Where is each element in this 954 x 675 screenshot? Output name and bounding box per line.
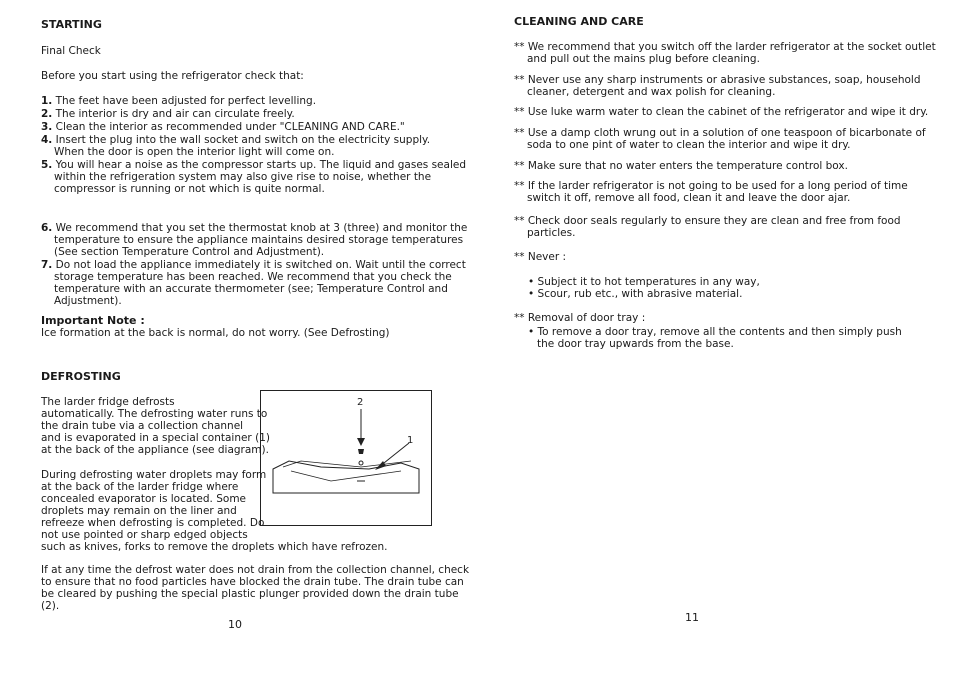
item-text: We recommend that you set the thermostat knob at 3 (three) and monitor the xyxy=(55,222,468,234)
care-item-6 xyxy=(514,180,908,204)
item-number: 5. xyxy=(41,159,53,171)
item-text-cont: temperature with an accurate thermometer (see; Temperature Control and xyxy=(54,283,448,295)
paragraph-line: the drain tube via a collection channel xyxy=(41,420,244,432)
paragraph-line: If at any time the defrost water does not drain from the collection channel, check xyxy=(41,564,470,576)
care-text-cont: and pull out the mains plug before cleaning. xyxy=(527,53,760,65)
defrost-paragraph-3 xyxy=(41,564,469,612)
item-text-cont: When the door is open the interior light will come on. xyxy=(54,146,335,158)
paragraph-line: to ensure that no food particles have blocked the drain tube. The drain tube can xyxy=(41,576,464,588)
never-bullet: • Subject it to hot temperatures in any way, xyxy=(528,276,760,288)
paragraph-line: such as knives, forks to remove the droplets which have refrozen. xyxy=(41,541,388,553)
never-bullet: • Scour, rub etc., with abrasive material. xyxy=(528,288,743,300)
care-item-2 xyxy=(514,74,921,98)
care-text: ** Make sure that no water enters the temperature control box. xyxy=(514,160,848,172)
paragraph-line: be cleared by pushing the special plastic plunger provided down the drain tube xyxy=(41,588,459,600)
page-number: 10 xyxy=(228,618,242,631)
care-item-1 xyxy=(514,41,936,65)
care-item-4 xyxy=(514,127,926,151)
paragraph-line: refreeze when defrosting is completed. Do xyxy=(41,517,265,529)
item-text-cont: within the refrigeration system may also give rise to noise, whether the xyxy=(54,171,432,183)
care-text: ** Use a damp cloth wrung out in a solution of one teaspoon of bicarbonate of xyxy=(514,127,926,139)
starting-heading: STARTING xyxy=(41,18,102,31)
defrosting-heading: DEFROSTING xyxy=(41,370,121,383)
important-note-text: Ice formation at the back is normal, do not worry. (See Defrosting) xyxy=(41,327,390,339)
item-number: 4. xyxy=(41,134,53,146)
paragraph-line: at the back of the appliance (see diagram). xyxy=(41,444,269,456)
important-note-heading: Important Note : xyxy=(41,314,145,327)
item-text: The feet have been adjusted for perfect levelling. xyxy=(55,95,317,107)
item-text-cont: (See section Temperature Control and Adjustment). xyxy=(54,246,325,258)
paragraph-line: During defrosting water droplets may form xyxy=(41,469,267,481)
item-text: Clean the interior as recommended under "CLEANING AND CARE." xyxy=(55,121,405,133)
drain-tube-diagram xyxy=(261,391,431,525)
final-check-label: Final Check xyxy=(41,45,101,57)
item-number: 6. xyxy=(41,222,53,234)
paragraph-line: at the back of the larder fridge where xyxy=(41,481,239,493)
care-text-cont: particles. xyxy=(527,227,576,239)
check-item-7 xyxy=(41,259,466,307)
paragraph-line: concealed evaporator is located. Some xyxy=(41,493,247,505)
check-item-6 xyxy=(41,222,467,258)
item-text-cont: temperature to ensure the appliance maintains desired storage temperatures xyxy=(54,234,464,246)
check-item-1 xyxy=(41,95,316,107)
item-number: 2. xyxy=(41,108,53,120)
care-text-cont: cleaner, detergent and wax polish for cleaning. xyxy=(527,86,776,98)
care-item-5 xyxy=(514,160,848,172)
check-item-5 xyxy=(41,159,466,195)
item-number: 3. xyxy=(41,121,53,133)
item-text: Insert the plug into the wall socket and switch on the electricity supply. xyxy=(55,134,431,146)
item-number: 7. xyxy=(41,259,53,271)
item-text: You will hear a noise as the compressor starts up. The liquid and gases sealed xyxy=(55,159,466,171)
paragraph-line: droplets may remain on the liner and xyxy=(41,505,237,517)
care-text: ** Check door seals regularly to ensure they are clean and free from food xyxy=(514,215,901,227)
defrost-diagram xyxy=(260,390,432,526)
check-item-3 xyxy=(41,121,405,133)
paragraph-line: and is evaporated in a special container (1) xyxy=(41,432,270,444)
item-text: Do not load the appliance immediately it is switched on. Wait until the correct xyxy=(55,259,466,271)
care-text-cont: soda to one pint of water to clean the interior and wipe it dry. xyxy=(527,139,851,151)
check-item-2 xyxy=(41,108,295,120)
paragraph-line: The larder fridge defrosts xyxy=(41,396,175,408)
removal-bullet-cont: the door tray upwards from the base. xyxy=(537,338,734,350)
defrost-paragraph-1 xyxy=(41,396,270,456)
removal-instructions xyxy=(528,326,902,350)
cleaning-heading: CLEANING AND CARE xyxy=(514,15,644,28)
removal-bullet: • To remove a door tray, remove all the contents and then simply push xyxy=(528,326,902,338)
care-text-cont: switch it off, remove all food, clean it and leave the door ajar. xyxy=(527,192,851,204)
paragraph-line: (2). xyxy=(41,600,60,612)
check-item-4 xyxy=(41,134,430,158)
page-number: 11 xyxy=(685,611,699,624)
item-text-cont: Adjustment). xyxy=(54,295,122,307)
care-item-3 xyxy=(514,106,928,118)
never-label: ** Never : xyxy=(514,251,567,263)
item-number: 1. xyxy=(41,95,53,107)
item-text-cont: compressor is running or not which is quite normal. xyxy=(54,183,325,195)
paragraph-line: not use pointed or sharp edged objects xyxy=(41,529,248,541)
paragraph-line: automatically. The defrosting water runs to xyxy=(41,408,268,420)
never-list xyxy=(528,276,760,300)
removal-label: ** Removal of door tray : xyxy=(514,312,646,324)
care-text: ** We recommend that you switch off the larder refrigerator at the socket outlet xyxy=(514,41,936,53)
care-text: ** Use luke warm water to clean the cabinet of the refrigerator and wipe it dry. xyxy=(514,106,929,118)
intro-text: Before you start using the refrigerator check that: xyxy=(41,70,304,82)
item-text: The interior is dry and air can circulate freely. xyxy=(55,108,295,120)
care-text: ** If the larder refrigerator is not going to be used for a long period of time xyxy=(514,180,908,192)
item-text-cont: storage temperature has been reached. We recommend that you check the xyxy=(54,271,452,283)
diagram-label-2: 2 xyxy=(357,397,364,408)
care-item-7 xyxy=(514,215,901,239)
care-text: ** Never use any sharp instruments or abrasive substances, soap, household xyxy=(514,74,921,86)
diagram-label-1: 1 xyxy=(407,435,414,446)
